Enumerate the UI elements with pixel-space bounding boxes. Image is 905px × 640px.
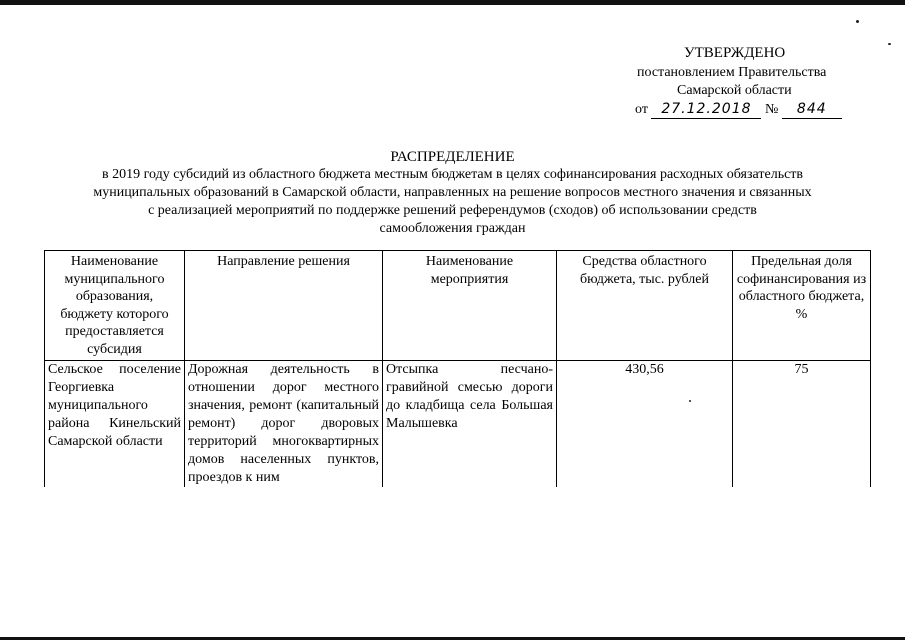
approval-date: 27.12.2018 bbox=[651, 100, 761, 119]
scan-edge-top bbox=[0, 0, 905, 5]
scan-speck bbox=[856, 20, 859, 23]
approval-date-number bbox=[635, 100, 842, 119]
number-label: № bbox=[764, 102, 779, 117]
header-funds: Средства областного бюджета, тыс. рублей bbox=[557, 251, 733, 361]
table-row bbox=[45, 361, 871, 488]
cell-funds: 430,56 bbox=[557, 361, 733, 488]
distribution-table bbox=[44, 250, 871, 487]
approval-line-2: Самарской области bbox=[677, 83, 792, 98]
approval-line-1: постановлением Правительства bbox=[637, 65, 827, 80]
cell-activity: Отсыпка песчано-гравийной смесью дороги до кладбища села Большая Малышевка bbox=[383, 361, 557, 488]
header-municipality: Наименование муниципального образования, бюджету которого предоставляется субсидия bbox=[45, 251, 185, 361]
header-share: Предельная доля софинансирования из областного бюджета, % bbox=[733, 251, 871, 361]
from-label: от bbox=[635, 102, 648, 117]
cell-share: 75 bbox=[733, 361, 871, 488]
approval-number: 844 bbox=[782, 100, 842, 119]
cell-municipality: Сельское поселение Георгиевка муниципального района Кинельский Самарской области bbox=[45, 361, 185, 488]
header-activity: Наименование мероприятия bbox=[383, 251, 557, 361]
scan-speck bbox=[888, 43, 891, 45]
approval-title: УТВЕРЖДЕНО bbox=[684, 45, 786, 61]
document-title: РАСПРЕДЕЛЕНИЕ bbox=[390, 149, 515, 165]
heading-line: муниципальных образований в Самарской области, направленных на решение вопросов местного значения и связанных bbox=[93, 185, 812, 200]
header-direction: Направление решения bbox=[185, 251, 383, 361]
table-header-row bbox=[45, 251, 871, 361]
heading-line: в 2019 году субсидий из областного бюджета местным бюджетам в целях софинансирования расходных обязательств bbox=[101, 167, 804, 182]
heading-line: с реализацией мероприятий по поддержке решений референдумов (сходов) об использовании средств bbox=[148, 203, 757, 218]
heading-line: самообложения граждан bbox=[379, 221, 526, 236]
document-heading bbox=[0, 148, 905, 238]
cell-direction: Дорожная деятельность в отношении дорог местного значения, ремонт (капитальный ремонт) дорог дворовых территорий многоквартирных домов населенных пунктов, проездов к ним bbox=[185, 361, 383, 488]
